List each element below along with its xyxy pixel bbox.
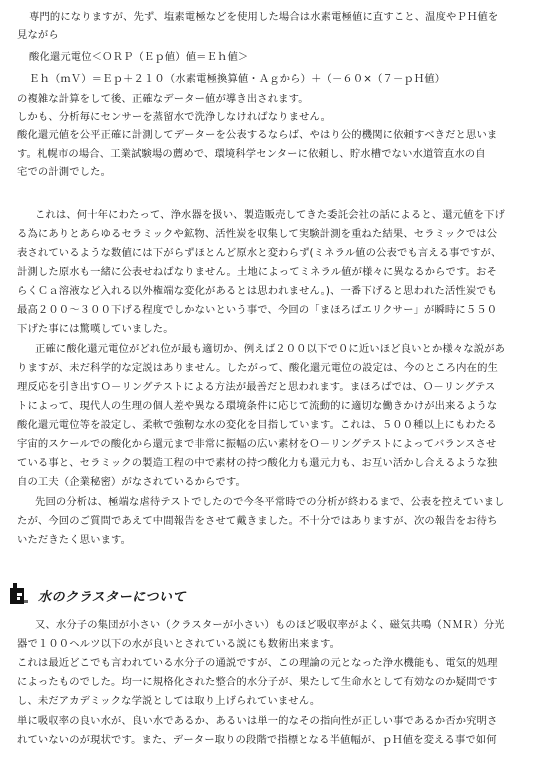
paragraph-line: 酸化還元電位等を設定し、柔軟で強靭な水の変化を目指しています。これは、５００種以上にもわたる <box>17 419 497 431</box>
paragraph-line: 単に吸収率の良い水が、良い水であるか、あるいは単一的なその指向性が正しい事であるか否か究明さ <box>17 715 498 727</box>
paragraph-line: の複雑な計算をして後、正確なデーター値が導き出されます。 <box>17 93 309 105</box>
paragraph-line: し、未だアカデミックな学説としては取り上げられていません。 <box>17 695 321 707</box>
paragraph-line: いただきたく思います。 <box>17 534 132 546</box>
paragraph-line: たが、今回のご質問であえて中間報告をさせて戴きました。不十分ではありますが、次の報告をお待ち <box>17 515 498 527</box>
paragraph-line: 計測した原水も一緒に公表せねばなりません。土地によってミネラル値が様々に異なるからです。おそ <box>17 266 497 278</box>
paragraph-line: これは最近どこでも言われている水分子の通説ですが、この理論の元となった浄水機能も、電気的処理 <box>17 657 498 669</box>
water-drop-square-icon <box>7 580 33 606</box>
paragraph-line: 表されているような数値には下がらずほとんど原水と変わらず(ミネラル値の公表でも言える事ですが、 <box>17 247 502 259</box>
paragraph-line: 専門的になりますが、先ず、塩素電極などを使用した場合は水素電極値に直すこと、温度やＰＨ値を <box>29 11 499 23</box>
paragraph-line: これは、何十年にわたって、浄水器を扱い、製造販売してきた委託会社の話によると、還元値を下げ <box>35 209 505 221</box>
paragraph-line: ている事と、セラミックの製造工程の中で素材の持つ酸化力も還元力も、お互い活かし合えるような独 <box>17 457 498 469</box>
formula-line: 酸化還元電位＜ＯＲＰ（Ｅｐ値）値＝Ｅｈ値＞ <box>29 51 249 63</box>
paragraph-line: れていないのが現状です。また、データー取りの段階で指標となる半値幅が、ｐＨ値を変える事で如何 <box>17 734 497 746</box>
paragraph-line: 器で１００ヘルツ以下の水が良いとされている説にも数術出来ます。 <box>17 638 341 650</box>
paragraph-line: トによって、現代人の生理の個人差や異なる環境条件に応じて流動的に適切な働きかけが出来るような <box>17 400 498 412</box>
paragraph-line: しかも、分析毎にセンサーを蒸留水で洗浄しなければなりません。 <box>17 111 332 123</box>
paragraph-line: 宇宙的スケールでの酸化から還元まで非常に振幅の広い素材をＯ－リングテストによってバランスさせ <box>17 438 497 450</box>
paragraph-line: によったものでした。均一に規格化された整合的水分子が、果たして生命水として有効なのか疑問です <box>17 676 498 688</box>
paragraph-line: す。札幌市の場合、工業試験場の薦めで、環境科学センターに依頼し、貯水槽でない水道管直水の自 <box>17 148 486 160</box>
paragraph-line: 最高２００～３００下げる程度でしかないという事で、今回の「まほろばエリクサー」が瞬時に５５０ <box>17 304 498 316</box>
paragraph-line: 正確に酸化還元電位がどれ位が最も適切か、例えば２００以下で０に近いほど良いとか様々な説があ <box>35 343 506 355</box>
paragraph-line: りますが、未だ科学的な定説はありません。したがって、酸化還元電位の設定は、今のところ内在的生 <box>17 362 498 374</box>
heading-title: 水のクラスターについて <box>38 590 186 605</box>
paragraph-line: る為にありとあらゆるセラミックや鉱物、活性炭を収集して実験計測を重ねた結果、セラミックでは公 <box>17 228 498 240</box>
paragraph-line: 自の工夫（企業秘密）がなされているからです。 <box>17 476 246 488</box>
paragraph-line: 見ながら <box>17 29 59 41</box>
paragraph-line: 又、水分子の集団が小さい（クラスターが小さい）ものほど吸収率がよく、磁気共鳴（ＮＭＲ）分光 <box>35 619 505 631</box>
formula-line: Ｅｈ（ｍＶ）＝Ｅｐ＋２１０（水素電極換算値・Ａｇから）＋（－６０×（７－ｐＨ値） <box>29 73 446 85</box>
paragraph-line: 理反応を引き出すＯ－リングテストによる方法が最善だと思われます。まほろばでは、Ｏ－リングテス <box>17 381 496 393</box>
paragraph-line: 下げた事には驚嘆していました。 <box>17 323 174 335</box>
paragraph-line: 先回の分析は、極端な虐待テストでしたので今冬平常時での分析が終わるまで、公表を控えていまし <box>35 496 505 508</box>
paragraph-line: 宅での計測でした。 <box>17 166 112 178</box>
paragraph-line: 酸化還元値を公平正確に計測してデーターを公表するならば、やはり公的機関に依頼すべきだと思いま <box>17 129 498 141</box>
paragraph-line: らくＣａ溶液など入れる以外権端な変化があるとは思われません。)、一番下げると思われた活性炭でも <box>17 285 498 297</box>
